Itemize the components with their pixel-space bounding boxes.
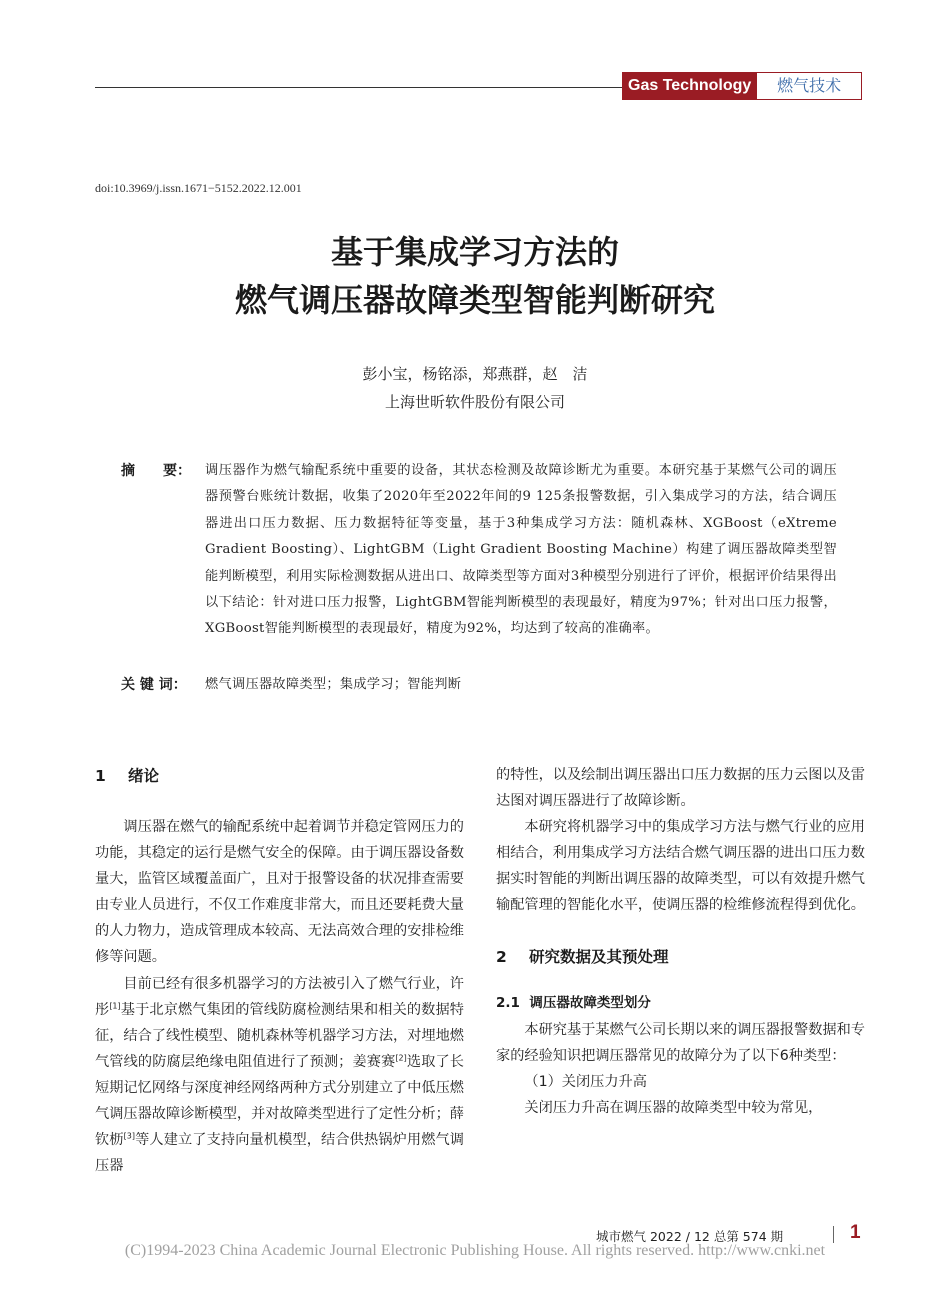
section-1-paragraph-3: 本研究将机器学习中的集成学习方法与燃气行业的应用相结合，利用集成学习方法结合燃气调压器的进出口压力数据实时智能的判断出调压器的故障类型，可以有效提升燃气输配管理的智能化水平，使调压器的检维修流程得到优化。 xyxy=(496,819,865,914)
abstract-text: 调压器作为燃气输配系统中重要的设备，其状态检测及故障诊断尤为重要。本研究基于某燃气公司的调压器预警台账统计数据，收集了2020年至2022年间的9 125条报警数据，引入集成学习的方法，结合调压器进出口压力数据、压力数据特征等变量，基于3种集成学习方法：随机森林、XGBoost（eXtreme Gradient Boosting）、LightGBM（Light Gradient Boosting Machine）构建了调压器故障类型智能判断模型，利用实际检测数据从进出口、故障类型等方面对3种模型分别进行了评价，根据评价结果得出以下结论：针对进口压力报警，LightGBM智能判断模型的表现最好，精度为97%；针对出口压力报警，XGBoost智能判断模型的表现最好，精度为92%，均达到了较高的准确率。 xyxy=(205,463,837,637)
p2-part-b: 基于北京燃气集团的管线防腐检测结果和相关的数据特征，结合了线性模型、随机森林等机器学习方法，对埋地燃气管线的防腐层绝缘电阻值进行了预测；姜赛赛 xyxy=(95,1001,464,1070)
title-line-2: 燃气调压器故障类型智能判断研究 xyxy=(234,281,715,319)
p2-part-d: 等人建立了支持向量机模型，结合供热锅炉用燃气调压器 xyxy=(95,1132,464,1175)
fault-type-item-1: （1）关闭压力升高 xyxy=(524,1073,647,1090)
footer-journal-info: 城市燃气 2022 / 12 总第 574 期 xyxy=(596,1229,784,1244)
affiliation: 上海世昕软件股份有限公司 xyxy=(384,393,565,411)
p2-part-c: 选取了长短期记忆网络与深度神经网络两种方式分别建立了中低压燃气调压器故障诊断模型，并对故障类型进行了定性分析；薛钦枥 xyxy=(95,1053,464,1149)
header-rule xyxy=(95,87,625,88)
section-2-paragraph-2: 关闭压力升高在调压器的故障类型中较为常见， xyxy=(524,1099,823,1116)
section-1-paragraph-2 xyxy=(95,971,464,1180)
section-1-heading xyxy=(95,762,464,790)
subsection-2-1-number: 2.1 xyxy=(496,994,520,1011)
footer-separator xyxy=(833,1226,834,1243)
citation-3[interactable]: [3] xyxy=(123,1131,135,1141)
page-number: 1 xyxy=(850,1222,861,1243)
paper-title xyxy=(0,228,950,324)
section-1-number: 1 xyxy=(95,767,106,785)
subsection-2-1-heading xyxy=(496,989,865,1017)
left-column xyxy=(95,762,464,1179)
right-column xyxy=(496,762,865,1121)
copyright-watermark: (C)1994-2023 China Academic Journal Electronic Publishing House. All rights reserved. http://www.cnki.net xyxy=(124,1242,826,1259)
doi: doi:10.3969/j.issn.1671−5152.2022.12.001 xyxy=(95,181,302,195)
keywords-label: 关 键 词： xyxy=(121,677,187,693)
citation-2[interactable]: [2] xyxy=(395,1053,407,1063)
subsection-2-1-title: 调压器故障类型划分 xyxy=(529,994,651,1011)
citation-1[interactable]: [1] xyxy=(109,1000,121,1010)
section-1-title: 绪论 xyxy=(128,767,160,785)
section-1-paragraph-1: 调压器在燃气的输配系统中起着调节并稳定管网压力的功能，其稳定的运行是燃气安全的保障。由于调压器设备数量大，监管区域覆盖面广，且对于报警设备的状况排查需要由专业人员进行，不仅工作难度非常大，而且还要耗费大量的人力物力，造成管理成本较高、无法高效合理的安排检维修等问题。 xyxy=(95,819,464,966)
journal-badge xyxy=(622,72,862,100)
section-2-number: 2 xyxy=(496,947,507,966)
section-2-paragraph-1: 本研究基于某燃气公司长期以来的调压器报警数据和专家的经验知识把调压器常见的故障分为了以下6种类型： xyxy=(496,1021,865,1064)
abstract-label: 摘 要： xyxy=(121,463,191,479)
section-2-heading xyxy=(496,943,865,971)
p2-part-a: 目前已经有很多机器学习的方法被引入了燃气行业，许彤 xyxy=(95,975,464,1018)
keywords-text: 燃气调压器故障类型；集成学习；智能判断 xyxy=(205,677,462,692)
title-line-1: 基于集成学习方法的 xyxy=(330,233,619,271)
section-1-paragraph-2-continued: 的特性，以及绘制出调压器出口压力数据的压力云图以及雷达图对调压器进行了故障诊断。 xyxy=(496,767,865,810)
journal-badge-cn: 燃气技术 xyxy=(757,73,861,99)
journal-badge-en: Gas Technology xyxy=(623,73,757,99)
section-2-title: 研究数据及其预处理 xyxy=(529,947,669,966)
authors: 彭小宝，杨铭添，郑燕群，赵 洁 xyxy=(362,365,588,383)
